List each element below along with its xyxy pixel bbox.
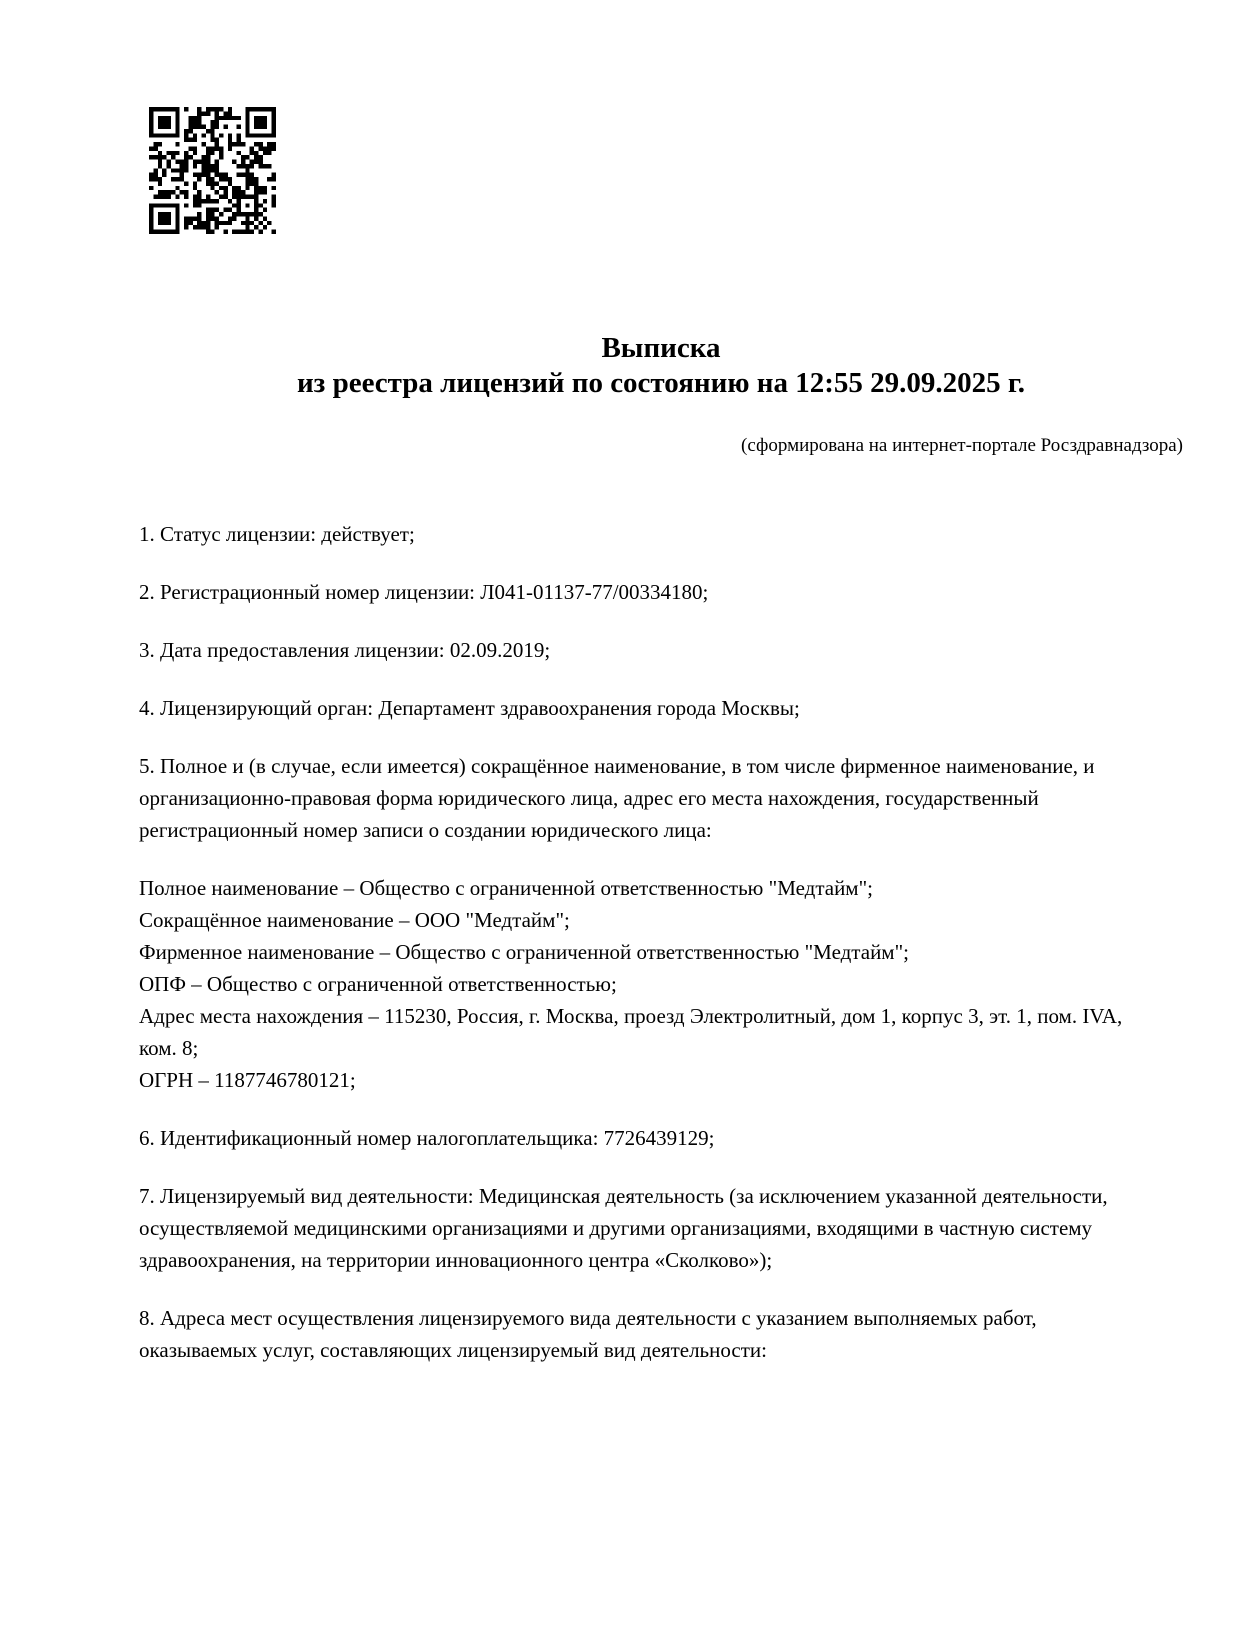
- company-brand-name: Фирменное наименование – Общество с ограниченной ответственностью "Медтайм";: [139, 940, 909, 964]
- company-ogrn: ОГРН – 1187746780121;: [139, 1068, 356, 1092]
- document-title-line2: из реестра лицензий по состоянию на 12:55 29.09.2025 г.: [296, 367, 1026, 399]
- paragraph-registration-number: 2. Регистрационный номер лицензии: Л041-01137-77/00334180;: [139, 580, 709, 604]
- document-subtitle: (сформирована на интернет-портале Росздравнадзора): [741, 435, 1183, 456]
- paragraph-names-intro: 5. Полное и (в случае, если имеется) сокращённое наименование, в том числе фирменное наименование, и организационно-правовая форма юридического лица, адрес его места нахождения, государственный регистрационный номер записи о создании юридического лица:: [139, 754, 1095, 842]
- paragraph-inn: 6. Идентификационный номер налогоплательщика: 7726439129;: [139, 1126, 715, 1150]
- document-content: [139, 0, 1183, 1366]
- company-short-name: Сокращённое наименование – ООО "Медтайм";: [139, 908, 570, 932]
- paragraph-licensing-authority: 4. Лицензирующий орган: Департамент здравоохранения города Москвы;: [139, 696, 800, 720]
- paragraph-licensed-activity: 7. Лицензируемый вид деятельности: Медицинская деятельность (за исключением указанной деятельности, осуществляемой медицинскими организациями и другими организациями, входящими в частную систему здравоохранения, на территории инновационного центра «Сколково»);: [139, 1184, 1108, 1272]
- company-address: Адрес места нахождения – 115230, Россия, г. Москва, проезд Электролитный, дом 1, корпус 3, эт. 1, пом. IVA, ком. 8;: [139, 1004, 1123, 1060]
- paragraph-grant-date: 3. Дата предоставления лицензии: 02.09.2019;: [139, 638, 551, 662]
- company-details-block: [139, 872, 1159, 1096]
- paragraph-addresses-intro: 8. Адреса мест осуществления лицензируемого вида деятельности с указанием выполняемых работ, оказываемых услуг, составляющих лицензируемый вид деятельности:: [139, 1306, 1037, 1362]
- company-legal-form: ОПФ – Общество с ограниченной ответственностью;: [139, 972, 617, 996]
- company-full-name: Полное наименование – Общество с ограниченной ответственностью "Медтайм";: [139, 876, 874, 900]
- paragraph-license-status: 1. Статус лицензии: действует;: [139, 522, 415, 546]
- document-title-block: [139, 0, 1183, 401]
- document-title-line1: Выписка: [601, 332, 721, 364]
